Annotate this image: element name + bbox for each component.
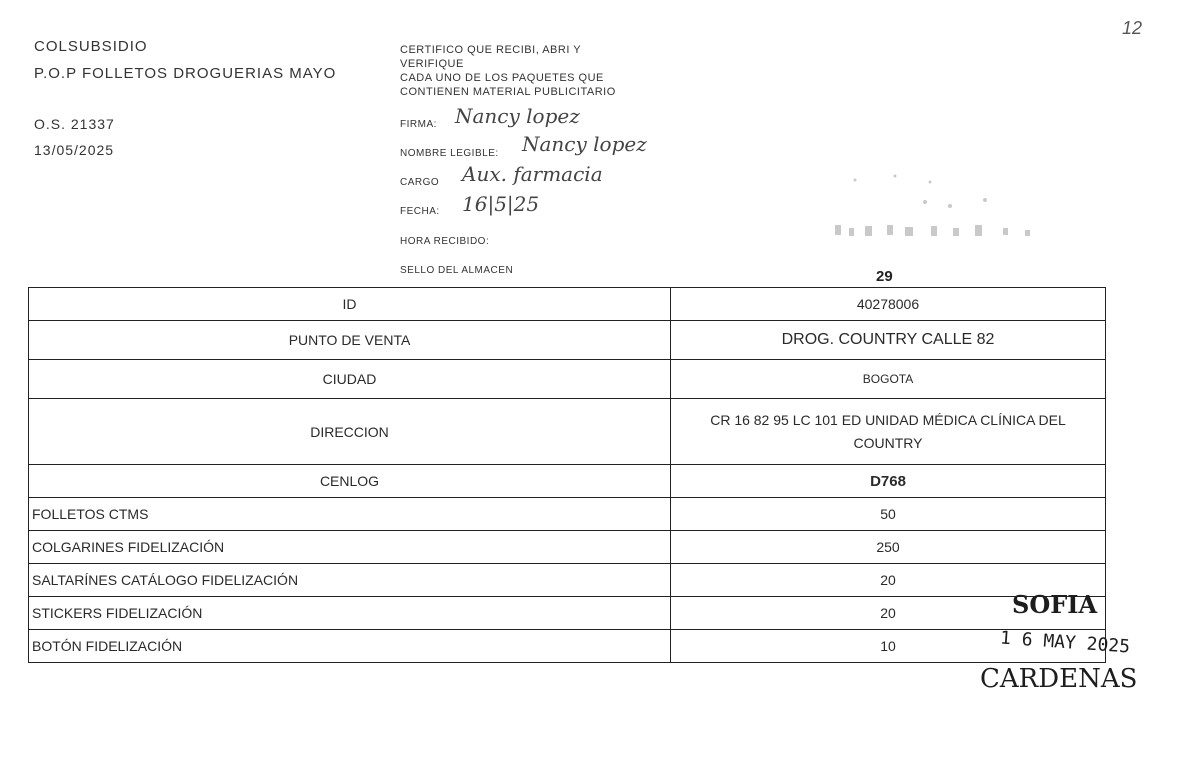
direccion-value [671,399,1106,465]
firma-signature: Nancy lopez [455,104,580,128]
certification-line: CADA UNO DE LOS PAQUETES QUE [400,72,604,84]
id-label: ID [29,288,671,321]
company-name: COLSUBSIDIO [34,38,148,55]
table-row [29,288,1106,321]
stamp-date: 1 6 MAY 2025 [999,627,1131,658]
document-date: 13/05/2025 [34,142,115,158]
table-row [29,531,1106,564]
bleed-through-icon [835,170,1045,250]
item-label: BOTÓN FIDELIZACIÓN [29,630,671,663]
table-row [29,498,1106,531]
pdv-value: DROG. COUNTRY CALLE 82 [671,321,1106,360]
stamp-name-first: SOFIA [1012,590,1098,619]
fecha-handwritten: 16|5|25 [462,192,540,216]
item-qty: 50 [671,498,1106,531]
order-number: O.S. 21337 [34,116,115,132]
id-value: 40278006 [671,288,1106,321]
bleed-through-marks [835,170,1045,250]
item-label: STICKERS FIDELIZACIÓN [29,597,671,630]
ciudad-label: CIUDAD [29,360,671,399]
direccion-line-2: COUNTRY [853,434,923,451]
direccion-text [671,405,1105,459]
pdv-label: PUNTO DE VENTA [29,321,671,360]
cargo-handwritten: Aux. farmacia [462,162,603,186]
item-qty: 10 [671,630,1106,663]
table-row [29,321,1106,360]
firma-label: FIRMA: [400,119,437,130]
item-label: FOLLETOS CTMS [29,498,671,531]
document-subject: P.O.P FOLLETOS DROGUERIAS MAYO [34,65,337,82]
item-qty: 20 [671,597,1106,630]
cenlog-value: D768 [671,465,1106,498]
cenlog-label: CENLOG [29,465,671,498]
nombre-label: NOMBRE LEGIBLE: [400,148,499,159]
certification-text [400,43,616,99]
stamp-name-last: CARDENAS [980,664,1138,694]
delivery-table [28,287,1106,663]
certification-line: CONTIENEN MATERIAL PUBLICITARIO [400,86,616,98]
item-label: COLGARINES FIDELIZACIÓN [29,531,671,564]
table-row [29,630,1106,663]
sello-label: SELLO DEL ALMACEN [400,265,514,276]
item-qty: 250 [671,531,1106,564]
package-count: 29 [876,268,893,285]
direccion-label: DIRECCION [29,399,671,465]
table-row [29,597,1106,630]
ciudad-value: BOGOTA [671,360,1106,399]
nombre-handwritten: Nancy lopez [522,132,647,156]
table-row [29,360,1106,399]
hora-label: HORA RECIBIDO: [400,236,490,247]
item-label: SALTARÍNES CATÁLOGO FIDELIZACIÓN [29,564,671,597]
certification-line: CERTIFICO QUE RECIBI, ABRI Y [400,44,582,56]
certification-line: VERIFIQUE [400,58,464,70]
direccion-line-1: CR 16 82 95 LC 101 ED UNIDAD MÉDICA CLÍNICA DEL [710,411,1066,428]
page-number: 12 [1122,18,1143,38]
table-row [29,465,1106,498]
fecha-label: FECHA: [400,206,440,217]
item-qty: 20 [671,564,1106,597]
table-row [29,564,1106,597]
cargo-label: CARGO [400,177,440,188]
table-row [29,399,1106,465]
